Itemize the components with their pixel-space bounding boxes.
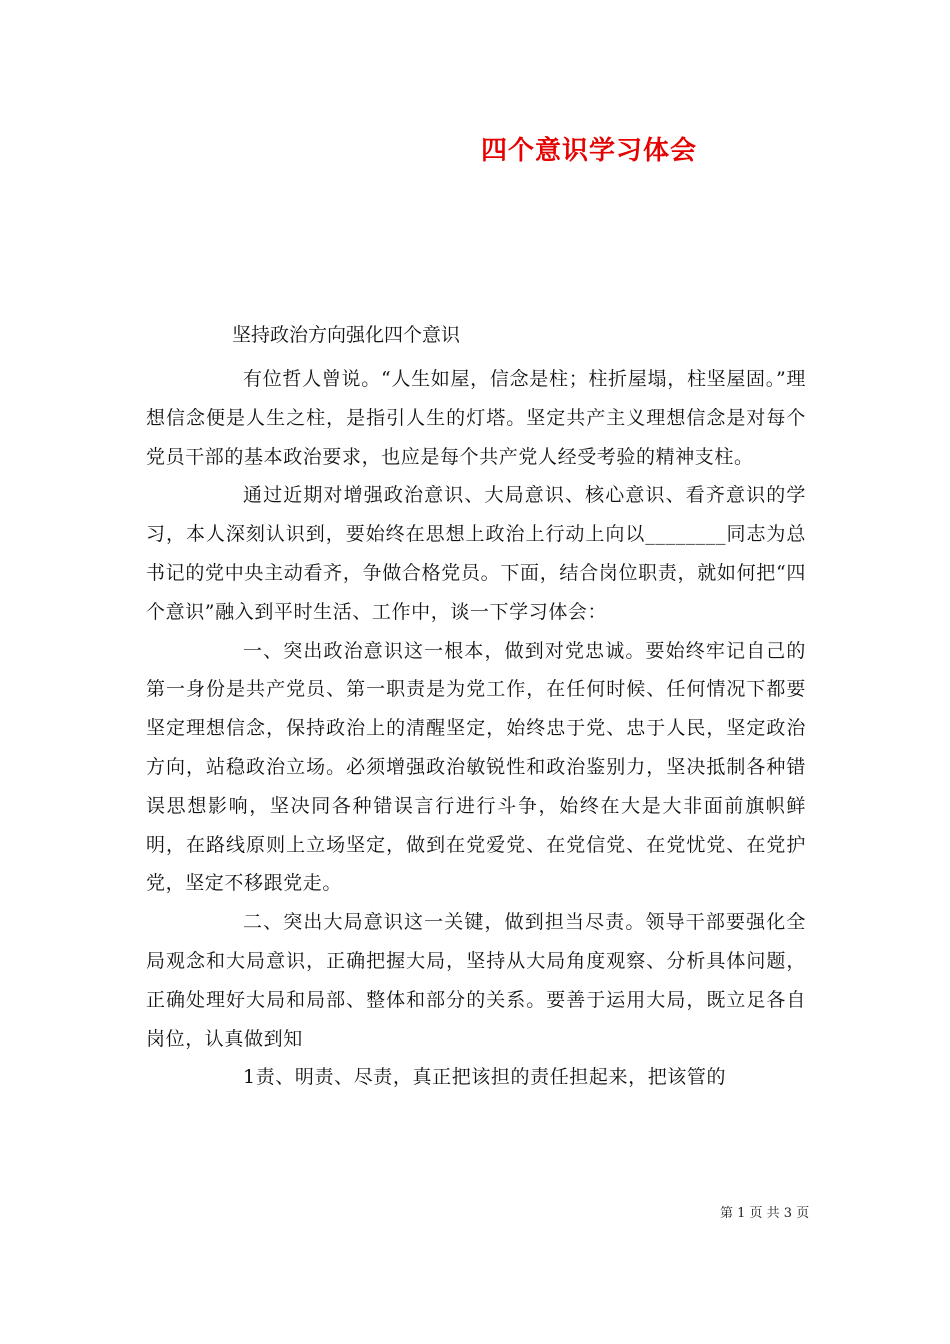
document-subheading: 坚持政治方向强化四个意识 xyxy=(232,324,461,346)
paragraph: 通过近期对增强政治意识、大局意识、核心意识、看齐意识的学习，本人深刻认识到，要始终在思想上政治上行动上向以________同志为总书记的党中央主动看齐，争做合格党员。下面，结合岗位职责，就如何把“四个意识”融入到平时生活、工作中，谈一下学习体会： xyxy=(146,484,806,623)
paragraph: 二、突出大局意识这一关键，做到担当尽责。领导干部要强化全局观念和大局意识，正确把握大局，坚持从大局角度观察、分析具体问题，正确处理好大局和局部、整体和部分的关系。要善于运用大局，既立足各自岗位，认真做到知 xyxy=(146,911,806,1050)
document-body xyxy=(146,360,806,1097)
page-number-footer: 第 1 页 共 3 页 xyxy=(720,1206,810,1221)
document-title: 四个意识学习体会 xyxy=(480,136,697,166)
paragraph: 一、突出政治意识这一根本，做到对党忠诚。要始终牢记自己的第一身份是共产党员、第一职责是为党工作，在任何时候、任何情况下都要坚定理想信念，保持政治上的清醒坚定，始终忠于党、忠于人民，坚定政治方向，站稳政治立场。必须增强政治敏锐性和政治鉴别力，坚决抵制各种错误思想影响，坚决同各种错误言行进行斗争，始终在大是大非面前旗帜鲜明，在路线原则上立场坚定，做到在党爱党、在党信党、在党忧党、在党护党，坚定不移跟党走。 xyxy=(146,639,806,895)
paragraph: 1责、明责、尽责，真正把该担的责任担起来，把该管的 xyxy=(243,1066,727,1089)
paragraph: 有位哲人曾说。“人生如屋，信念是柱；柱折屋塌，柱坚屋固。”理想信念便是人生之柱，是指引人生的灯塔。坚定共产主义理想信念是对每个党员干部的基本政治要求，也应是每个共产党人经受考验的精神支柱。 xyxy=(146,368,806,468)
